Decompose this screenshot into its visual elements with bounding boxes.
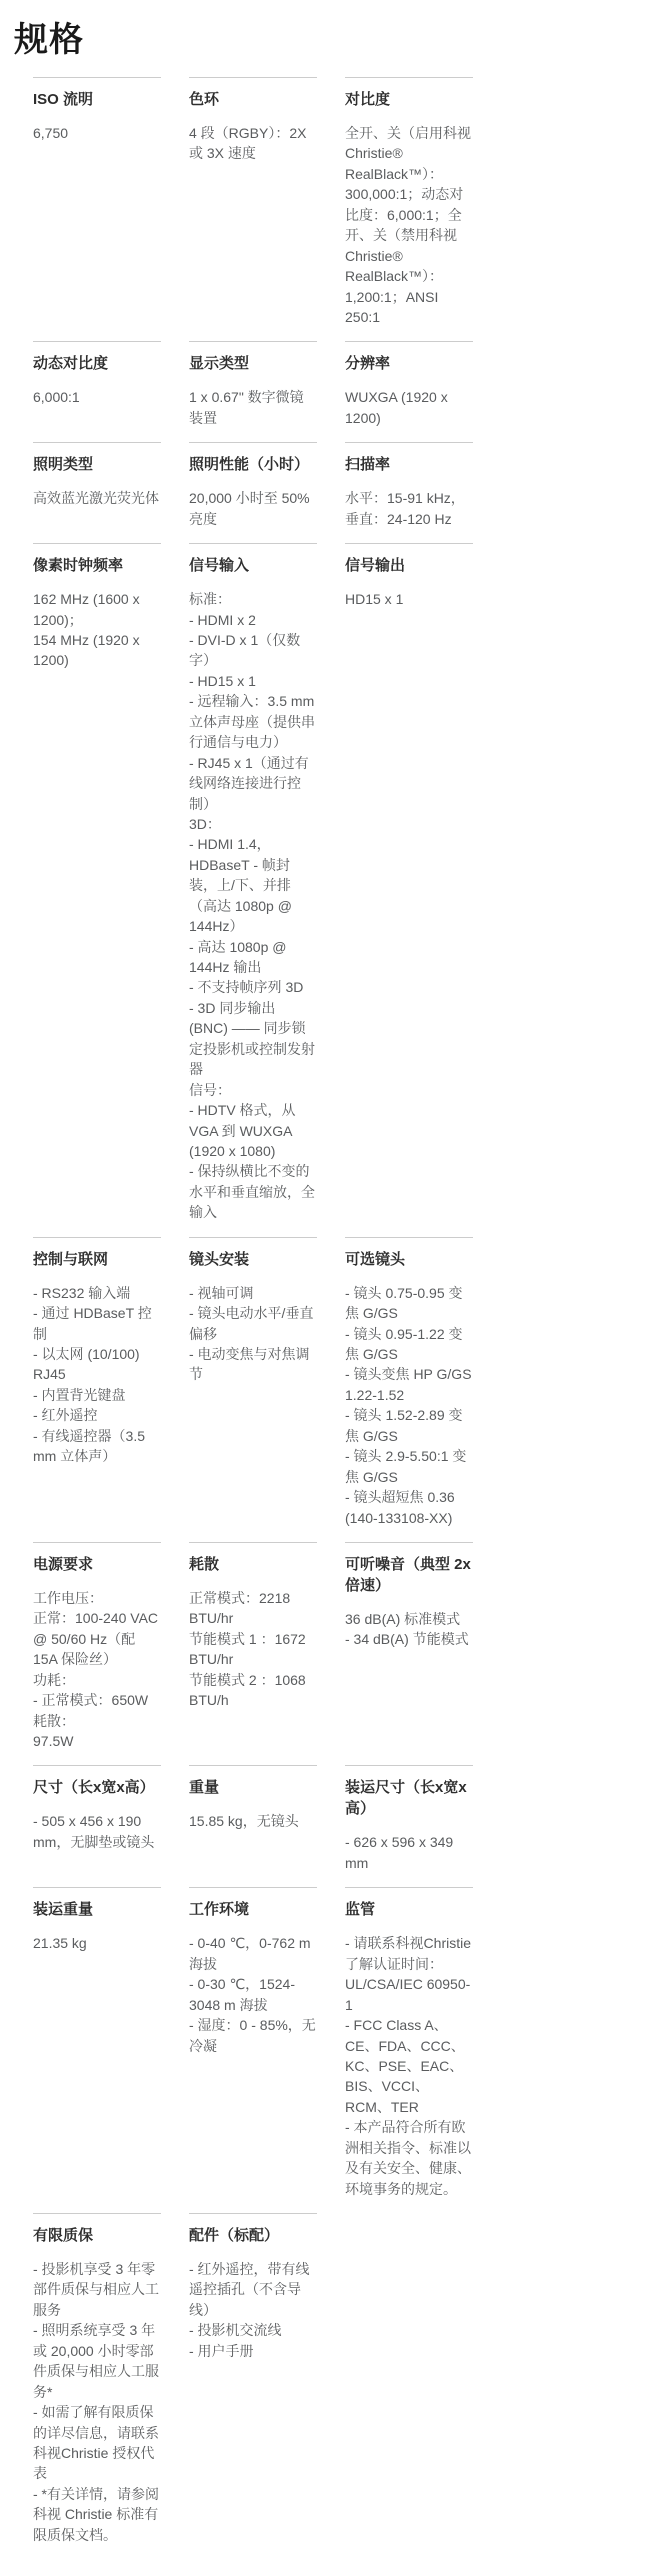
spec-cell — [345, 77, 473, 341]
spec-heading: 装运重量 — [33, 1901, 94, 1919]
spec-text-line: - 照明系统享受 3 年或 20,000 小时零部件质保与相应人工服务* — [33, 2322, 159, 2400]
spec-cell — [189, 2213, 317, 2375]
spec-cell — [33, 442, 161, 522]
spec-text-line: - 镜头 0.95-1.22 变焦 G/GS — [345, 1325, 463, 1362]
spec-text-line: - 内置背光键盘 — [33, 1386, 126, 1403]
spec-heading: 配件（标配） — [189, 2227, 280, 2244]
spec-text-line: - 正常模式：650W — [33, 1692, 149, 1709]
spec-text-line: - 不支持帧序列 3D — [189, 979, 304, 996]
spec-text-line: - 红外遥控 — [33, 1407, 98, 1424]
spec-text-line: - 3D 同步输出 (BNC) —— 同步锁定投影机或控制发射器 — [189, 999, 315, 1078]
spec-text-line: - 如需了解有限质保的详尽信息，请联系科视Christie 授权代表 — [33, 2404, 159, 2482]
spec-heading: 电源要求 — [33, 1555, 94, 1573]
spec-text-line: - 镜头变焦 HP G/GS 1.22-1.52 — [345, 1366, 472, 1403]
spec-heading: 照明类型 — [33, 456, 94, 474]
spec-text-line: - 镜头电动水平/垂直偏移 — [189, 1305, 314, 1342]
spec-text-line: 162 MHz (1600 x 1200)； — [33, 591, 140, 628]
spec-heading: 尺寸（长x宽x高） — [33, 1779, 155, 1797]
spec-cell — [345, 2213, 473, 2248]
spec-text-line: 水平：15-91 kHz，垂直：24-120 Hz — [345, 490, 465, 527]
spec-text-line: - 镜头 0.75-0.95 变焦 G/GS — [345, 1284, 463, 1322]
spec-text-line: 6,000:1 — [33, 389, 80, 406]
spec-text-line: - 626 x 596 x 349 mm — [345, 1834, 454, 1871]
spec-cell — [33, 77, 161, 157]
spec-text-line: 20,000 小时至 50% 亮度 — [189, 490, 310, 527]
spec-text-line: - 投影机享受 3 年零部件质保与相应人工服务 — [33, 2261, 159, 2318]
spec-cell — [345, 341, 473, 442]
spec-cell — [189, 1765, 317, 1845]
spec-cell — [33, 1765, 161, 1866]
spec-text-line: HD15 x 1 — [345, 591, 404, 608]
spec-text-line: - 505 x 456 x 190 mm，无脚垫或镜头 — [33, 1813, 155, 1850]
spec-text-line: - 保持纵横比不变的水平和垂直缩放，全输入 — [189, 1163, 315, 1221]
spec-text-line: 耗散： — [33, 1712, 75, 1729]
spec-text-line: - 红外遥控，带有线遥控插孔（不含导线） — [189, 2261, 310, 2318]
spec-text-line: - 远程输入：3.5 mm 立体声母座（提供串行通信与电力） — [189, 693, 315, 751]
spec-text-line: - 投影机交流线 — [189, 2322, 282, 2339]
spec-text-line: 正常：100-240 VAC @ 50/60 Hz（配 15A 保险丝） — [33, 1610, 159, 1668]
spec-heading: 照明性能（小时） — [189, 456, 310, 474]
spec-text-line: - 通过 HDBaseT 控制 — [33, 1305, 152, 1342]
spec-text-line: - DVI-D x 1（仅数字） — [189, 632, 301, 669]
spec-text-line: 工作电压： — [33, 1589, 103, 1606]
spec-text-line: - 请联系科视Christie 了解认证时间：UL/CSA/IEC 60950-1 — [345, 1935, 472, 2013]
spec-text-line: - 0-40 ℃，0-762 m 海拔 — [189, 1935, 311, 1972]
spec-text-line: 36 dB(A) 标准模式 — [345, 1610, 461, 1627]
spec-heading: 可听噪音（典型 2x 倍速） — [345, 1555, 471, 1594]
spec-text-line: 3D： — [189, 815, 221, 832]
spec-text-line: - HDTV 格式，从 VGA 到 WUXGA (1920 x 1080) — [189, 1102, 296, 1159]
spec-cell — [33, 341, 161, 421]
spec-text-line: - 0-30 ℃，1524-3048 m 海拔 — [189, 1976, 295, 2013]
spec-text-line: WUXGA (1920 x 1200) — [345, 389, 448, 426]
spec-cell — [33, 2213, 161, 2559]
spec-heading: 分辨率 — [345, 355, 391, 373]
spec-text-line: 4 段（RGBY）：2X 或 3X 速度 — [189, 125, 307, 162]
spec-heading: ISO 流明 — [33, 91, 94, 108]
spec-heading: 信号输入 — [189, 557, 250, 575]
spec-text-line: - RS232 输入端 — [33, 1284, 131, 1301]
spec-text-line: 6,750 — [33, 125, 69, 141]
spec-text-line: 功耗： — [33, 1671, 75, 1688]
spec-heading: 对比度 — [345, 91, 391, 108]
spec-heading: 控制与联网 — [33, 1250, 109, 1268]
spec-text-line: 21.35 kg — [33, 1935, 87, 1952]
spec-text-line: 高效蓝光激光荧光体 — [33, 490, 159, 507]
spec-cell — [189, 1542, 317, 1725]
spec-text-line: - 有线遥控器（3.5 mm 立体声） — [33, 1427, 146, 1465]
spec-heading: 可选镜头 — [345, 1250, 406, 1268]
spec-cell — [33, 1237, 161, 1481]
spec-cell — [189, 1237, 317, 1399]
spec-heading: 像素时钟频率 — [33, 557, 124, 575]
spec-cell — [345, 1237, 473, 1542]
spec-cell — [189, 77, 317, 178]
spec-heading: 重量 — [189, 1779, 220, 1797]
spec-text-line: 节能模式 2 ：1068 BTU/h — [189, 1671, 306, 1709]
spec-cell — [345, 442, 473, 543]
spec-heading: 扫描率 — [345, 456, 391, 474]
spec-text-line: - 视轴可调 — [189, 1284, 254, 1301]
spec-text-line: - FCC Class A、CE、FDA、CCC、KC、PSE、EAC、BIS、VCCI、RCM、TER — [345, 2017, 465, 2115]
spec-text-line: 1 x 0.67" 数字微镜装置 — [189, 389, 304, 426]
spec-cell — [189, 1887, 317, 2070]
spec-text-line: 全开、关（启用科视 Christie® RealBlack™）：300,000:1；动态对比度：6,000:1；全开、关（禁用科视Christie® RealBlack™）：1,200:1；ANSI 250:1 — [345, 125, 471, 325]
spec-heading: 装运尺寸（长x宽x高） — [345, 1779, 467, 1818]
spec-text-line: 15.85 kg，无镜头 — [189, 1813, 299, 1830]
spec-text-line: - 镜头超短焦 0.36 (140-133108-XX) — [345, 1489, 455, 1526]
spec-cell — [189, 341, 317, 442]
spec-text-line: - 电动变焦与对焦调节 — [189, 1346, 310, 1383]
spec-cell — [189, 442, 317, 543]
spec-heading: 信号输出 — [345, 557, 406, 575]
spec-heading: 镜头安装 — [189, 1250, 250, 1268]
spec-cell — [33, 543, 161, 685]
spec-text-line: - HDMI x 2 — [189, 611, 256, 628]
spec-text-line: - 镜头 2.9-5.50:1 变焦 G/GS — [345, 1448, 467, 1485]
spec-text-line: 97.5W — [33, 1733, 74, 1749]
spec-heading: 监管 — [345, 1901, 376, 1919]
spec-heading: 色环 — [189, 91, 220, 108]
spec-cell — [189, 543, 317, 1237]
spec-text-line: - RJ45 x 1（通过有线网络连接进行控制） — [189, 754, 309, 812]
spec-heading: 耗散 — [189, 1555, 220, 1573]
spec-cell — [345, 543, 473, 623]
spec-text-line: - HDMI 1.4，HDBaseT - 帧封装，上/下、并排（高达 1080p @ 144Hz） — [189, 836, 292, 935]
spec-text-line: 154 MHz (1920 x 1200) — [33, 632, 140, 669]
spec-text-line: 正常模式：2218 BTU/hr — [189, 1589, 291, 1627]
spec-heading: 有限质保 — [33, 2227, 94, 2244]
spec-text-line: - 用户手册 — [189, 2342, 254, 2359]
spec-heading: 动态对比度 — [33, 355, 109, 373]
spec-text-line: - 湿度：0 - 85%，无冷凝 — [189, 2017, 316, 2054]
spec-text-line: - 高达 1080p @ 144Hz 输出 — [189, 938, 287, 975]
spec-text-line: 信号： — [189, 1081, 231, 1098]
spec-text-line: - 34 dB(A) 节能模式 — [345, 1631, 469, 1648]
spec-heading: 显示类型 — [189, 355, 250, 373]
spec-text-line: 标准： — [189, 591, 231, 608]
spec-cell — [345, 1542, 473, 1664]
specs-grid — [33, 77, 473, 2559]
spec-cell — [345, 1765, 473, 1887]
spec-cell — [33, 1887, 161, 1967]
page-title: 规格 — [14, 21, 84, 59]
spec-text-line: - *有关详情，请参阅科视 Christie 标准有限质保文档。 — [33, 2485, 159, 2543]
spec-text-line: - 本产品符合所有欧洲相关指令、标准以及有关安全、健康、环境事务的规定。 — [345, 2119, 471, 2197]
spec-text-line: - 镜头 1.52-2.89 变焦 G/GS — [345, 1407, 463, 1444]
spec-cell — [345, 1887, 473, 2213]
spec-heading: 工作环境 — [189, 1901, 250, 1919]
spec-text-line: 节能模式 1 ：1672 BTU/hr — [189, 1630, 306, 1668]
spec-text-line: - HD15 x 1 — [189, 672, 256, 689]
spec-cell — [33, 1542, 161, 1766]
spec-text-line: - 以太网 (10/100) RJ45 — [33, 1346, 140, 1383]
